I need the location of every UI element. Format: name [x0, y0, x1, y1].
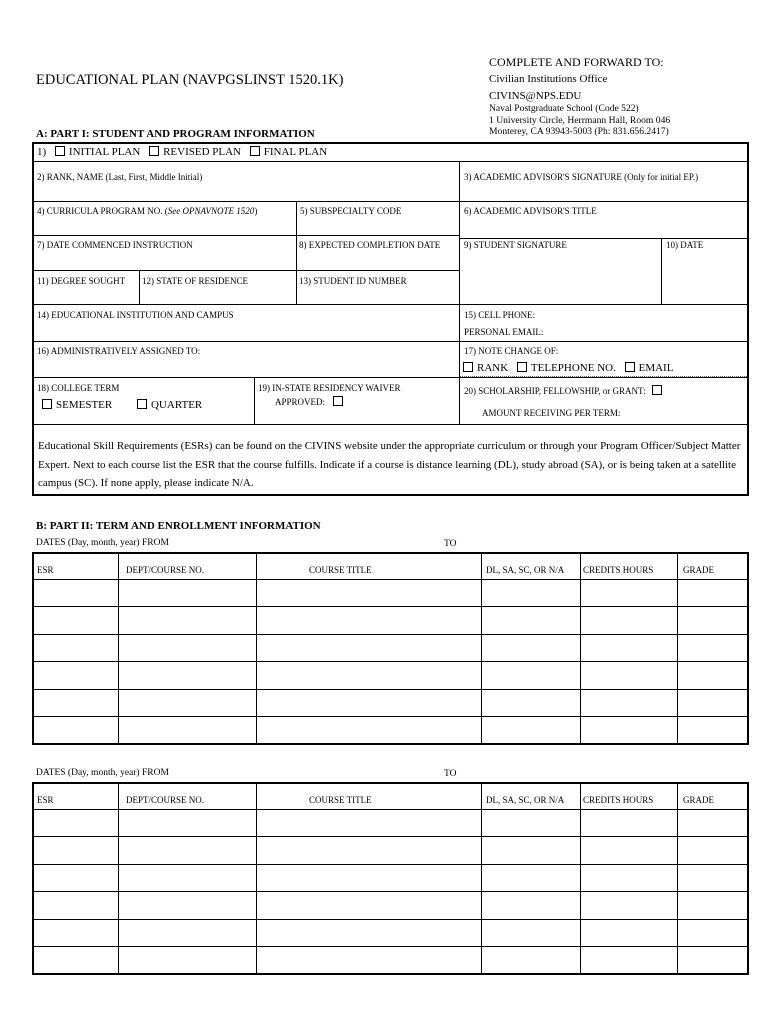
plan-type-group — [37, 146, 327, 158]
initial-plan-checkbox[interactable] — [55, 146, 65, 156]
rank-label: RANK — [477, 362, 509, 374]
col-course-title: COURSE TITLE — [309, 795, 372, 805]
email-label: EMAIL — [638, 362, 674, 374]
enrollment-table-2 — [32, 782, 749, 975]
col-course-title: COURSE TITLE — [309, 565, 372, 575]
col-mode: DL, SA, SC, OR N/A — [486, 795, 565, 805]
date-commenced-field[interactable]: 7) DATE COMMENCED INSTRUCTION — [37, 240, 193, 250]
degree-sought-field[interactable]: 11) DEGREE SOUGHT — [37, 276, 126, 286]
part1-title: A: PART I: STUDENT AND PROGRAM INFORMATION — [36, 128, 315, 140]
college-term-options — [42, 399, 202, 411]
semester-label: SEMESTER — [56, 399, 113, 411]
part2-title: B: PART II: TERM AND ENROLLMENT INFORMATION — [36, 520, 321, 532]
advisor-title-field[interactable]: 6) ACADEMIC ADVISOR'S TITLE — [464, 206, 597, 216]
scholarship-label: 20) SCHOLARSHIP, FELLOWSHIP, or GRANT: — [464, 385, 666, 396]
institution-campus-field[interactable]: 14) EDUCATIONAL INSTITUTION AND CAMPUS — [37, 310, 234, 320]
personal-email-field[interactable]: PERSONAL EMAIL: — [464, 327, 544, 337]
col-credits: CREDITS HOURS — [583, 565, 654, 575]
col-esr: ESR — [37, 565, 54, 575]
col-esr: ESR — [37, 795, 54, 805]
office-name: Civilian Institutions Office — [489, 73, 608, 85]
scholarship-checkbox[interactable] — [652, 385, 662, 395]
note-change-label: 17) NOTE CHANGE OF: — [464, 346, 559, 356]
residency-approved-checkbox[interactable] — [333, 396, 343, 406]
telephone-label: TELEPHONE NO. — [530, 362, 616, 374]
quarter-checkbox[interactable] — [137, 399, 147, 409]
initial-plan-label: INITIAL PLAN — [68, 146, 141, 158]
esr-instructions: Educational Skill Requirements (ESRs) can be found on the CIVINS website under the appropriate curriculum or through your Program Officer/Subject Matter Expert. Next to each course list the ESR that the course fulfills. Indicate if a course is distance learning (DL), study abroad (SA), or is being taken at a satellite campus (SC). If none apply, please indicate N/A. — [38, 440, 741, 489]
signature-date-field[interactable]: 10) DATE — [666, 240, 704, 250]
student-signature-field[interactable]: 9) STUDENT SIGNATURE — [464, 240, 567, 250]
rank-checkbox[interactable] — [463, 362, 473, 372]
college-term-label: 18) COLLEGE TERM — [37, 383, 120, 393]
col-dept-course: DEPT/COURSE NO. — [126, 565, 205, 575]
final-plan-label: FINAL PLAN — [263, 146, 328, 158]
revised-plan-label: REVISED PLAN — [163, 146, 241, 158]
col-grade: GRADE — [683, 565, 714, 575]
residency-waiver-label: 19) IN-STATE RESIDENCY WAIVER — [258, 383, 401, 393]
note-change-options — [463, 362, 673, 374]
office-email: CIVINS@NPS.EDU — [489, 90, 582, 102]
address-line: 1 University Circle, Herrmann Hall, Room 046 — [489, 114, 671, 126]
telephone-checkbox[interactable] — [517, 362, 527, 372]
cell-phone-field[interactable]: 15) CELL PHONE: — [464, 310, 536, 320]
form-title: EDUCATIONAL PLAN (NAVPGSLINST 1520.1K) — [36, 72, 344, 88]
dates-to-label-2: TO — [444, 769, 457, 779]
revised-plan-checkbox[interactable] — [149, 146, 159, 156]
semester-checkbox[interactable] — [42, 399, 52, 409]
address-line: Monterey, CA 93943-5003 (Ph: 831.656.2417) — [489, 126, 669, 137]
state-residence-field[interactable]: 12) STATE OF RESIDENCE — [142, 276, 249, 286]
advisor-signature-field[interactable]: 3) ACADEMIC ADVISOR'S SIGNATURE (Only for initial EP.) — [464, 172, 699, 182]
col-mode: DL, SA, SC, OR N/A — [486, 565, 565, 575]
dates-from-label-2: DATES (Day, month, year) FROM — [36, 768, 169, 778]
plan-type-number: 1) — [37, 146, 47, 158]
student-id-field[interactable]: 13) STUDENT ID NUMBER — [299, 276, 407, 286]
rank-name-field[interactable]: 2) RANK, NAME (Last, First, Middle Initial) — [37, 172, 203, 182]
dates-to-label-1: TO — [444, 539, 457, 549]
curricula-program-field[interactable]: 4) CURRICULA PROGRAM NO. (See OPNAVNOTE 1520) — [37, 206, 258, 216]
subspecialty-code-field[interactable]: 5) SUBSPECIALTY CODE — [300, 206, 402, 216]
address-line: Naval Postgraduate School (Code 522) — [489, 103, 639, 114]
col-dept-course: DEPT/COURSE NO. — [126, 795, 205, 805]
amount-per-term-field[interactable]: AMOUNT RECEIVING PER TERM: — [482, 408, 621, 418]
col-credits: CREDITS HOURS — [583, 795, 654, 805]
enrollment-table-1 — [32, 552, 749, 745]
final-plan-checkbox[interactable] — [250, 146, 260, 156]
email-checkbox[interactable] — [625, 362, 635, 372]
col-grade: GRADE — [683, 795, 714, 805]
residency-approved: APPROVED: — [275, 396, 347, 407]
forward-heading: COMPLETE AND FORWARD TO: — [489, 55, 664, 69]
dates-from-label-1: DATES (Day, month, year) FROM — [36, 538, 169, 548]
quarter-label: QUARTER — [150, 399, 203, 411]
expected-completion-field[interactable]: 8) EXPECTED COMPLETION DATE — [299, 240, 441, 250]
assigned-to-field[interactable]: 16) ADMINISTRATIVELY ASSIGNED TO: — [37, 346, 201, 356]
part1-form — [32, 142, 749, 496]
